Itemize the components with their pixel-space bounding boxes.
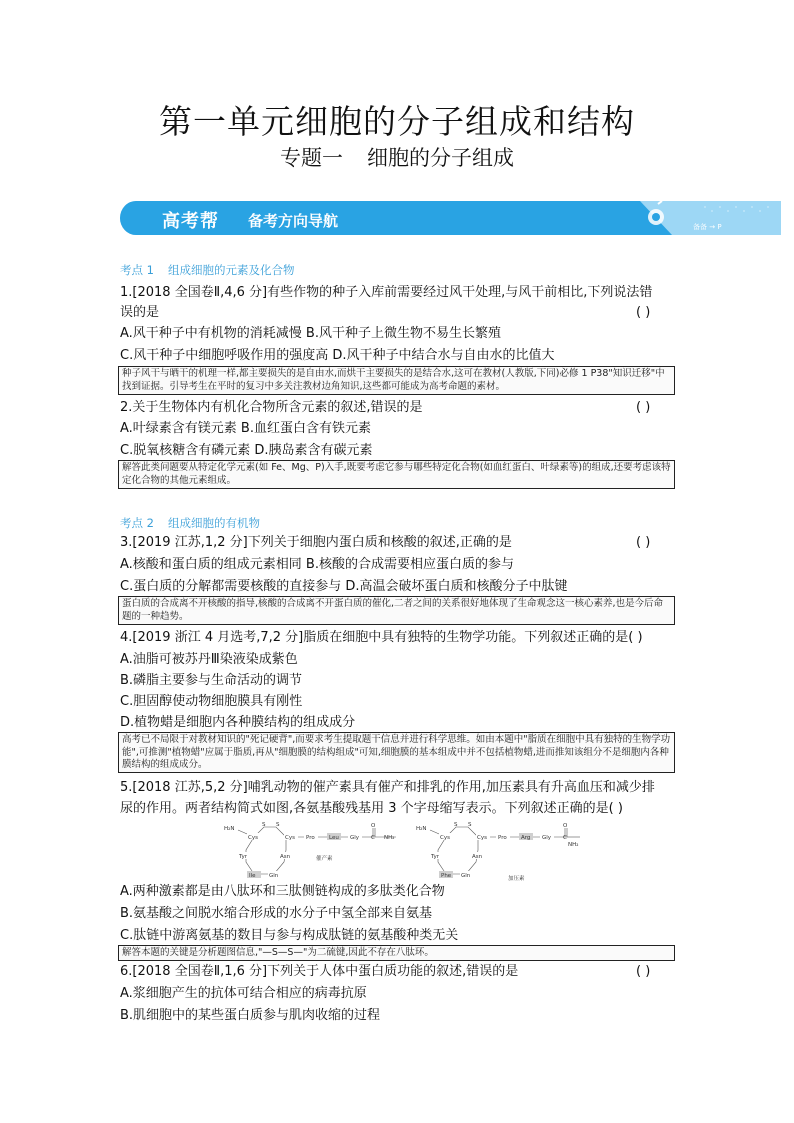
section-title: 组成细胞的元素及化合物	[167, 263, 295, 277]
section-title: 组成细胞的有机物	[167, 516, 260, 530]
residue-label: Ile	[249, 873, 256, 879]
oxygen-label: O	[563, 823, 568, 829]
residue-label: Pro	[306, 835, 315, 841]
residue-label: Gln	[461, 873, 471, 879]
banner-right-text: 备考方向导航	[248, 212, 339, 230]
section-heading	[120, 262, 294, 278]
residue-label: Gln	[269, 873, 279, 879]
residue-label: Tyr	[239, 854, 248, 860]
amino-group: H₂N	[416, 826, 427, 832]
question-option: D.植物蜡是细胞内各种膜结构的组成成分	[120, 715, 356, 730]
analysis-note: 高考已不局限于对教材知识的"死记硬背",而要求考生提取题干信息并进行科学思维。如由本题中"脂质在细胞中具有独特的生物学功能",可推测"植物蜡"应属于脂质,再从"细胞膜的结构组成"可知,细胞膜的基本组成中并不包括植物蜡,进而推知该组分不是细胞内各种膜结构的组成成分。	[118, 732, 675, 773]
topic-name: 细胞的分子组成	[367, 146, 514, 170]
analysis-note: 种子风干与晒干的机理一样,都主要损失的是自由水,而烘干主要损失的是结合水,这可在教材(人教版,下同)必修 1 P38"知识迁移"中找到证据。引导考生在平时的复习中多关注教材边角知识,这些都可能成为高考命题的素材。	[118, 366, 675, 395]
diagram-svg	[224, 822, 584, 886]
unit-title: 第一单元细胞的分子组成和结构	[159, 102, 635, 141]
answer-blank: ( )	[636, 964, 651, 979]
disulfide-s: S	[262, 822, 266, 828]
residue-label: Cys	[477, 835, 487, 841]
question-stem: 3.[2019 江苏,1,2 分]下列关于细胞内蛋白质和核酸的叙述,正确的是	[120, 535, 512, 550]
banner-tail-text: 备备 → P	[693, 223, 722, 231]
question-stem: 误的是	[120, 305, 160, 320]
diagram-caption-left: 催产素	[316, 856, 333, 862]
question-option: A.浆细胞产生的抗体可结合相应的病毒抗原	[120, 986, 367, 1001]
disulfide-s: S	[468, 822, 472, 828]
question-options: C.脱氧核糖含有磷元素 D.胰岛素含有碳元素	[120, 443, 373, 458]
analysis-note: 蛋白质的合成离不开核酸的指导,核酸的合成离不开蛋白质的催化,二者之间的关系很好地体现了生命观念这一核心素养,也是今后命题的一种趋势。	[118, 596, 675, 625]
disulfide-s: S	[276, 822, 280, 828]
residue-label: Cys	[248, 835, 258, 841]
banner-left-text: 高考帮	[162, 211, 219, 232]
answer-blank: ( )	[636, 305, 651, 320]
oxygen-label: O	[371, 823, 376, 829]
question-option: B.肌细胞中的某些蛋白质参与肌肉收缩的过程	[120, 1008, 381, 1023]
analysis-note: 解答本题的关键是分析题图信息,"—S—S—"为二硫键,因此不存在八肽环。	[118, 945, 675, 961]
question-options: A.核酸和蛋白质的组成元素相同 B.核酸的合成需要相应蛋白质的参与	[120, 557, 514, 572]
disulfide-s: S	[454, 822, 458, 828]
residue-label: Phe	[441, 873, 452, 879]
carbon-label: C	[371, 835, 375, 841]
question-options: C.风干种子中细胞呼吸作用的强度高 D.风干种子中结合水与自由水的比值大	[120, 348, 555, 363]
section-heading	[120, 515, 260, 531]
question-stem: 6.[2018 全国卷Ⅱ,1,6 分]下列关于人体中蛋白质功能的叙述,错误的是	[120, 964, 519, 979]
section-banner	[120, 201, 781, 235]
question-stem: 4.[2019 浙江 4 月选考,7,2 分]脂质在细胞中具有独特的生物学功能。下列叙述正确的是( )	[120, 630, 643, 645]
amino-group: H₂N	[224, 826, 235, 832]
residue-label: Cys	[440, 835, 450, 841]
question-option: C.肽链中游离氨基的数目与参与构成肽链的氨基酸种类无关	[120, 928, 459, 943]
residue-label: Asn	[472, 854, 483, 860]
question-stem: 1.[2018 全国卷Ⅱ,4,6 分]有些作物的种子入库前需要经过风干处理,与风干前相比,下列说法错	[120, 285, 653, 300]
question-stem: 2.关于生物体内有机化合物所含元素的叙述,错误的是	[120, 400, 423, 415]
banner-shape	[120, 201, 781, 235]
topic-label: 专题一	[280, 146, 343, 170]
question-options: A.叶绿素含有镁元素 B.血红蛋白含有铁元素	[120, 421, 371, 436]
carbon-label: C	[563, 835, 567, 841]
question-option: A.油脂可被苏丹Ⅲ染液染成紫色	[120, 652, 298, 667]
question-stem: 5.[2018 江苏,5,2 分]哺乳动物的催产素具有催产和排乳的作用,加压素具有升高血压和减少排	[120, 780, 655, 795]
hormone-structure-diagram	[224, 822, 584, 886]
question-option: B.氨基酸之间脱水缩合形成的水分子中氢全部来自氨基	[120, 906, 433, 921]
amine-label: NH₂	[384, 835, 395, 841]
residue-label: Leu	[329, 835, 339, 841]
residue-label: Tyr	[431, 854, 440, 860]
residue-label: Pro	[498, 835, 507, 841]
section-label: 考点 1	[120, 263, 154, 277]
question-option: B.磷脂主要参与生命活动的调节	[120, 673, 303, 688]
amine-label: NH₂	[568, 842, 579, 848]
residue-label: Gly	[350, 835, 360, 841]
topic-title	[0, 142, 794, 172]
residue-label: Gly	[542, 835, 552, 841]
analysis-note: 解答此类问题要从特定化学元素(如 Fe、Mg、P)入手,既要考虑它参与哪些特定化合物(如血红蛋白、叶绿素等)的组成,还要考虑该特定化合物的其他元素组成。	[118, 460, 675, 489]
residue-label: Cys	[285, 835, 295, 841]
question-option: A.两种激素都是由八肽环和三肽侧链构成的多肽类化合物	[120, 884, 445, 899]
question-stem: 尿的作用。两者结构简式如图,各氨基酸残基用 3 个字母缩写表示。下列叙述正确的是( )	[120, 801, 623, 816]
residue-label: Asn	[280, 854, 291, 860]
answer-blank: ( )	[636, 535, 651, 550]
question-options: A.风干种子中有机物的消耗减慢 B.风干种子上微生物不易生长繁殖	[120, 326, 501, 341]
residue-label: Arg	[521, 835, 531, 841]
question-option: C.胆固醇使动物细胞膜具有刚性	[120, 694, 303, 709]
question-options: C.蛋白质的分解都需要核酸的直接参与 D.高温会破坏蛋白质和核酸分子中肽键	[120, 579, 568, 594]
section-label: 考点 2	[120, 516, 154, 530]
diagram-caption-right: 加压素	[508, 876, 525, 882]
answer-blank: ( )	[636, 400, 651, 415]
